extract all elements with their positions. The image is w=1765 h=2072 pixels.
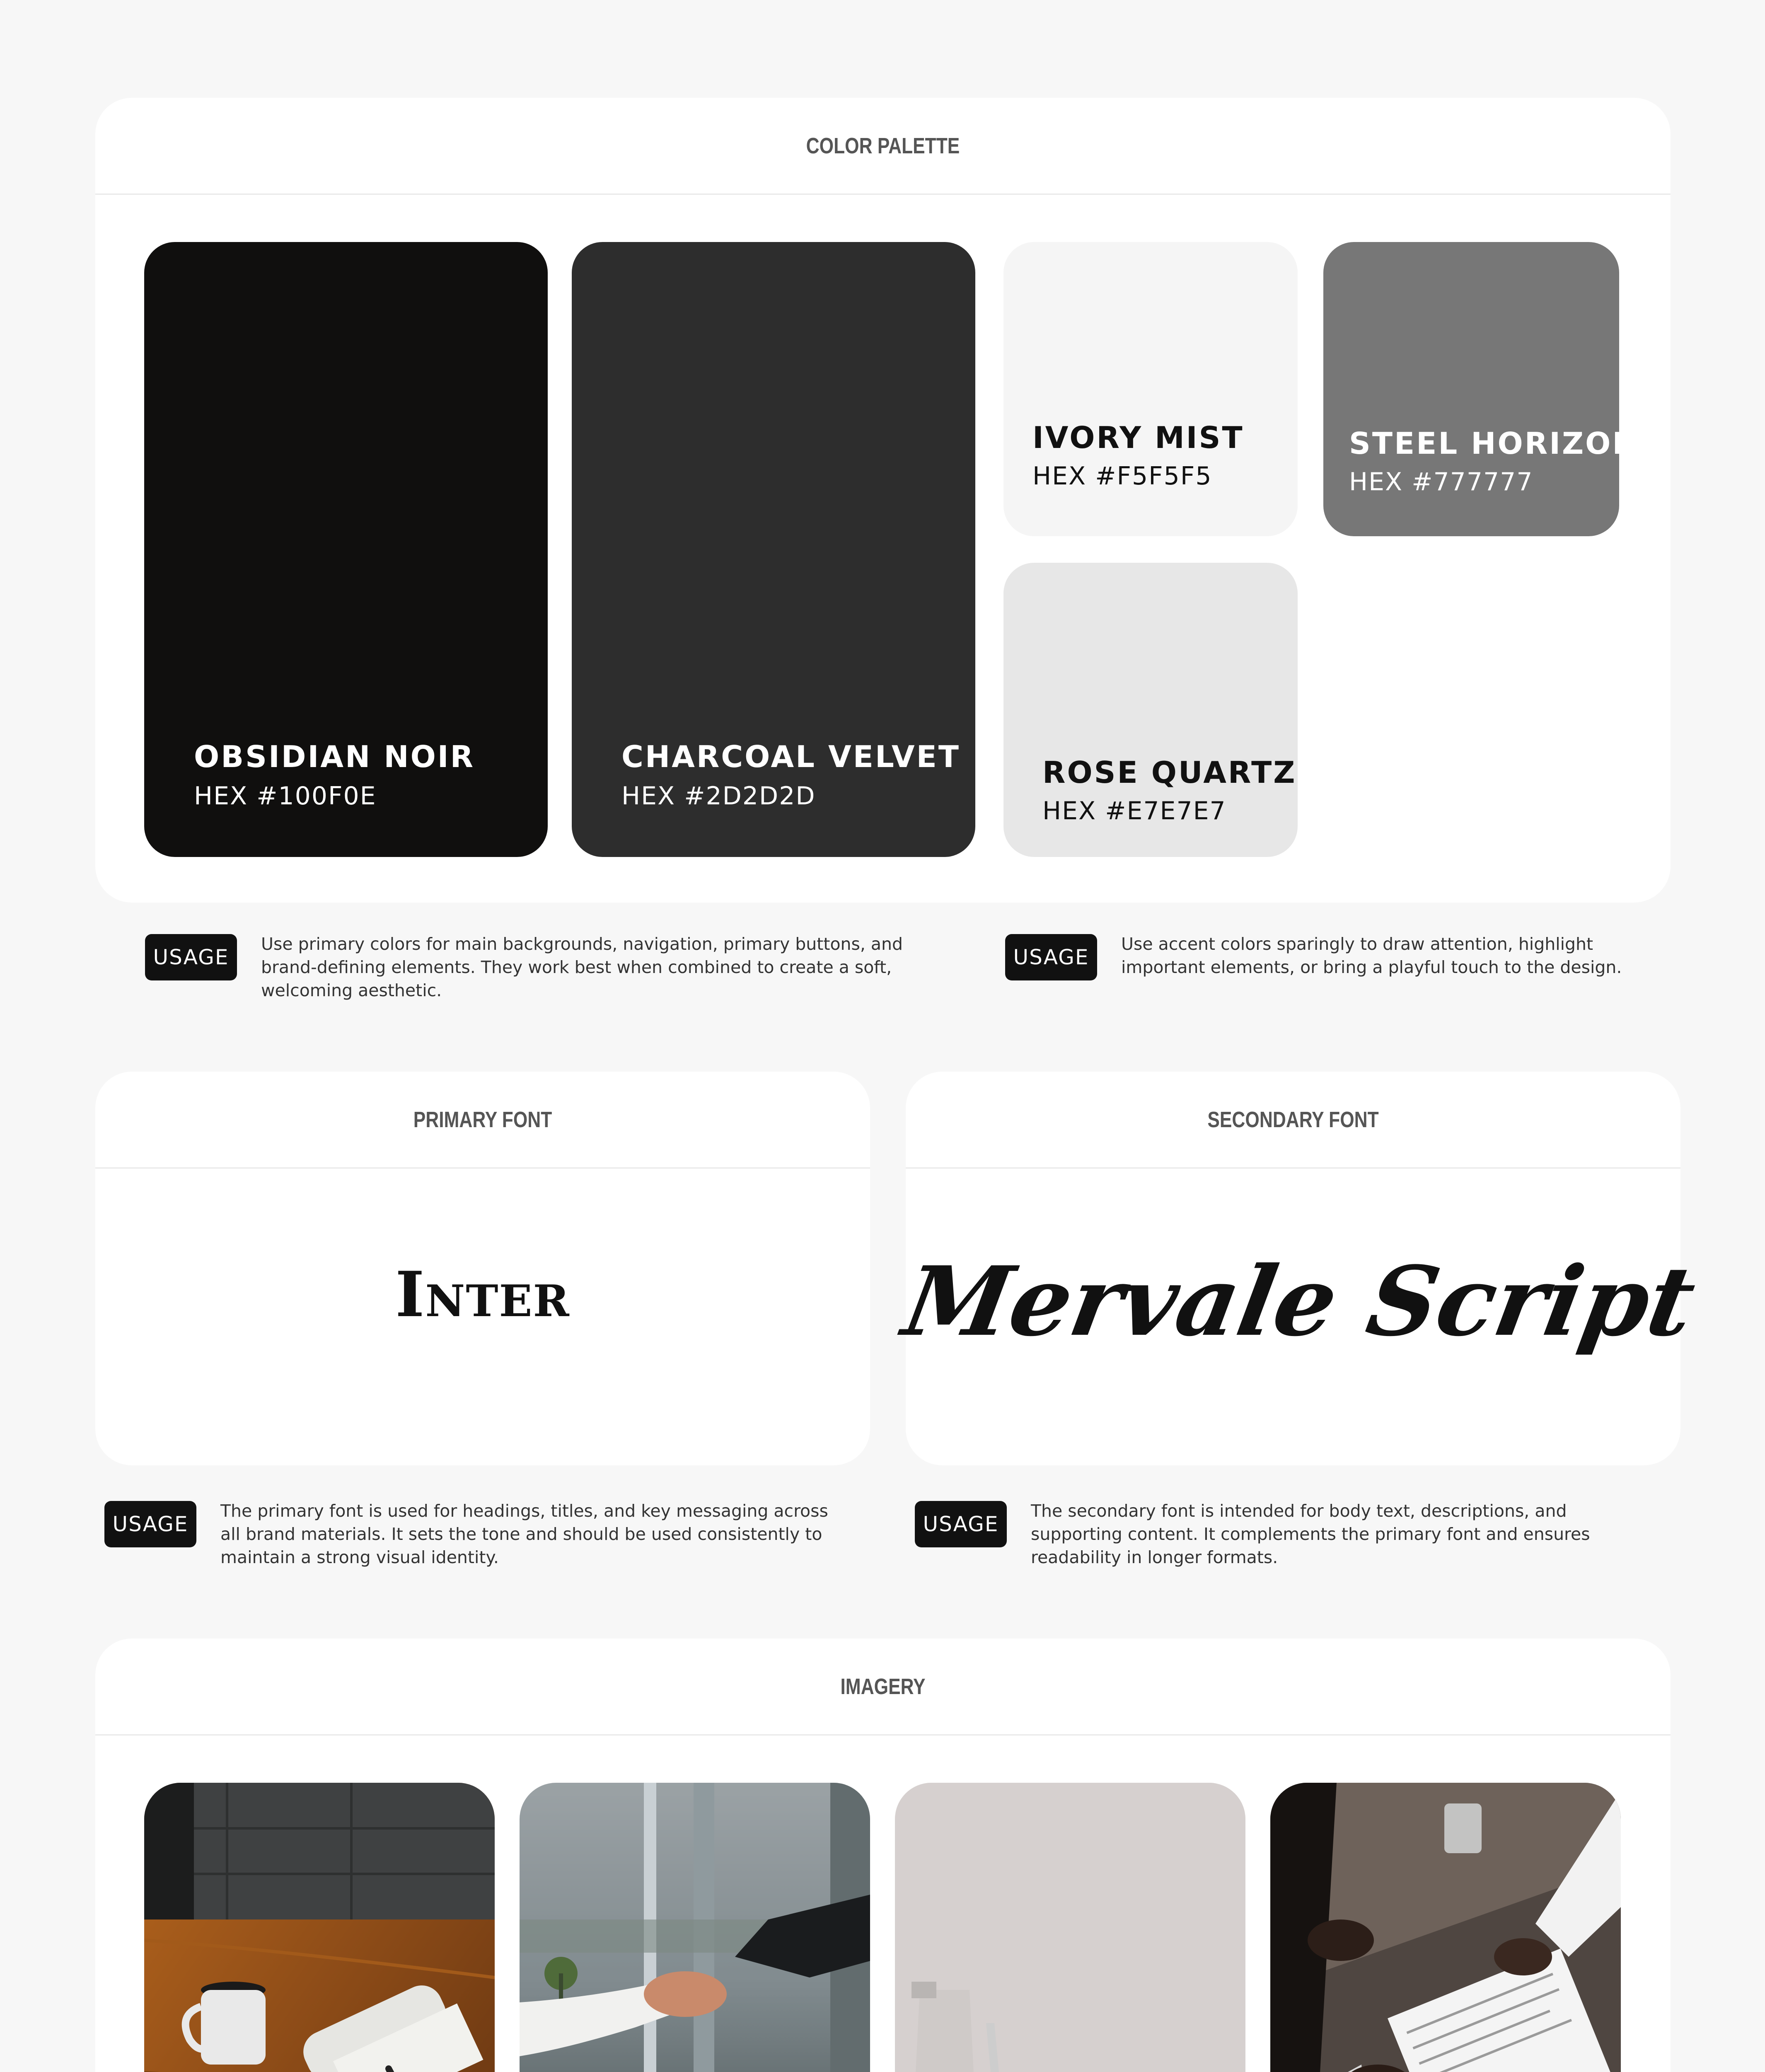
palette-usage-primary (145, 932, 953, 1002)
usage-badge: USAGE (1005, 934, 1097, 980)
usage-text: The primary font is used for headings, titles, and key messaging across all brand materials. It sets the tone and should be used consistently to maintain a strong visual identity. (220, 1501, 828, 1567)
imagery-card (95, 1639, 1671, 2072)
primary-font-usage (104, 1499, 850, 1569)
photo-coffee-desk (144, 1783, 495, 2072)
palette-usage-accent (1005, 932, 1668, 980)
swatch-name: ROSE QUARTZ (1042, 755, 1297, 790)
swatch-hex: HEX #F5F5F5 (1032, 462, 1212, 491)
usage-badge: USAGE (915, 1501, 1007, 1547)
swatch-name: IVORY MIST (1032, 420, 1244, 455)
swatch-name: CHARCOAL VELVET (621, 739, 960, 774)
primary-font-sample: Inter (395, 1258, 570, 1331)
swatch-name: STEEL HORIZON (1349, 426, 1639, 461)
swatch-steel-horizon (1323, 242, 1639, 536)
secondary-font-card (896, 1072, 1703, 1465)
swatch-ivory-mist (1003, 242, 1298, 536)
usage-badge: USAGE (145, 934, 237, 980)
swatch-obsidian-noir (144, 242, 548, 857)
swatch-hex: HEX #100F0E (194, 782, 377, 811)
photo-handshake (520, 1783, 870, 2072)
color-palette-card (95, 98, 1671, 903)
swatch-rose-quartz (1003, 563, 1298, 857)
swatch-charcoal-velvet (572, 242, 975, 857)
imagery-header: IMAGERY (95, 1639, 1671, 1736)
swatch-hex: HEX #777777 (1349, 467, 1533, 496)
secondary-font-usage (915, 1499, 1661, 1569)
color-palette-header: COLOR PALETTE (95, 98, 1671, 195)
secondary-font-header: SECONDARY FONT (906, 1072, 1680, 1169)
photo-document-review (1270, 1783, 1621, 2072)
primary-font-card (95, 1072, 870, 1465)
swatch-hex: HEX #2D2D2D (621, 782, 816, 811)
photo-laptop-desk (895, 1783, 1245, 2072)
swatch-name: OBSIDIAN NOIR (194, 739, 475, 774)
primary-font-header: PRIMARY FONT (95, 1072, 870, 1169)
swatch-hex: HEX #E7E7E7 (1042, 796, 1226, 825)
usage-text: The secondary font is intended for body text, descriptions, and supporting content. It complements the primary font and ensures readability in longer formats. (1031, 1501, 1590, 1567)
usage-text: Use primary colors for main backgrounds, navigation, primary buttons, and brand-defining elements. They work best when combined to create a soft, welcoming aesthetic. (261, 934, 903, 1000)
secondary-font-sample: Mervale Script (896, 1246, 1703, 1358)
usage-badge: USAGE (104, 1501, 196, 1547)
usage-text: Use accent colors sparingly to draw attention, highlight important elements, or bring a playful touch to the design. (1121, 934, 1622, 977)
